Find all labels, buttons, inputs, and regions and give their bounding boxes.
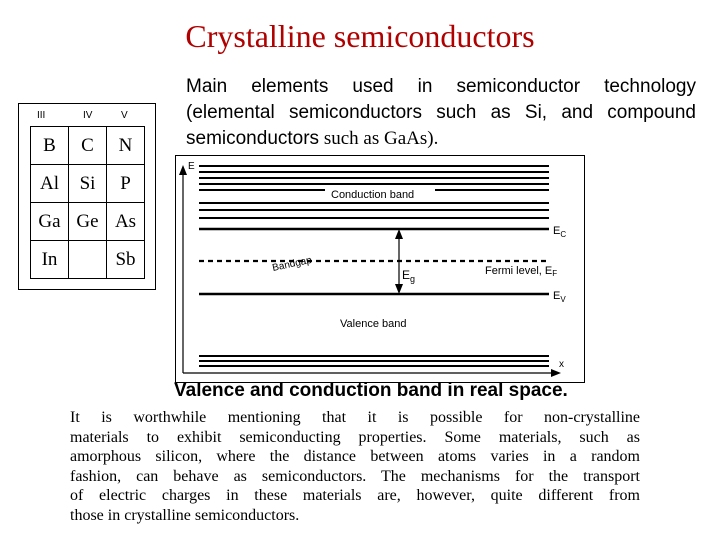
intro-text (186, 74, 696, 152)
fermi-level-label: Fermi level, EF (485, 265, 558, 278)
element-cell (69, 241, 107, 279)
bandgap-arrow-head-up (395, 229, 403, 239)
periodic-table-excerpt (18, 103, 156, 290)
energy-axis-arrow (179, 165, 187, 175)
paragraph-line: It is worthwhile mentioning that it is possible for non-crystalline (70, 409, 640, 426)
group-header-iv: IV (83, 110, 93, 121)
intro-line-1: Main elements used in semiconductor technology (186, 76, 696, 97)
element-cell: Ga (31, 203, 69, 241)
valence-band-lines (199, 356, 549, 366)
element-grid (30, 126, 145, 279)
paragraph-line: amorphous silicon, where the distance between atoms varies in a random (70, 448, 640, 465)
position-axis-arrow (551, 369, 561, 377)
ec-label: $E_C$ (553, 225, 567, 239)
intro-line-3b: such as GaAs). (319, 128, 439, 149)
element-cell: B (31, 127, 69, 165)
element-cell: In (31, 241, 69, 279)
valence-band-label: Valence band (340, 318, 407, 330)
paragraph-line: of electric charges in these materials are, however, quite different from (70, 487, 640, 504)
group-header-iii: III (37, 110, 46, 121)
intro-line-3 (186, 126, 696, 152)
element-cell: C (69, 127, 107, 165)
ev-label: $E_V$ (553, 290, 566, 304)
bandgap-arrow-head-down (395, 284, 403, 294)
group-header-v: V (121, 110, 128, 121)
paragraph-line: materials to exhibit semiconducting properties. Some materials, such as (70, 428, 640, 446)
paragraph-line: fashion, can behave as semiconductors. The mechanisms for the transport (70, 467, 640, 485)
element-cell: P (107, 165, 145, 203)
slide-title: Crystalline semiconductors (185, 18, 535, 54)
energy-axis-label: E (188, 161, 195, 172)
bandgap-label: Bandgap (271, 254, 313, 274)
element-cell: As (107, 203, 145, 241)
element-cell: Al (31, 165, 69, 203)
element-cell: Sb (107, 241, 145, 279)
position-axis-label: x (559, 359, 564, 370)
element-cell: Si (69, 165, 107, 203)
element-cell: N (107, 127, 145, 165)
element-cell: Ge (69, 203, 107, 241)
band-diagram (175, 155, 585, 383)
conduction-band-label: Conduction band (331, 189, 415, 201)
paragraph-line: those in crystalline semiconductors. (70, 506, 300, 524)
figure-caption: Valence and conduction band in real space. (174, 380, 568, 401)
body-paragraph (70, 408, 640, 525)
eg-label: $E_g$ (402, 268, 416, 284)
intro-line-3a: semiconductors (186, 128, 320, 149)
intro-line-2: (elemental semiconductors such as Si, and compound (186, 102, 696, 123)
